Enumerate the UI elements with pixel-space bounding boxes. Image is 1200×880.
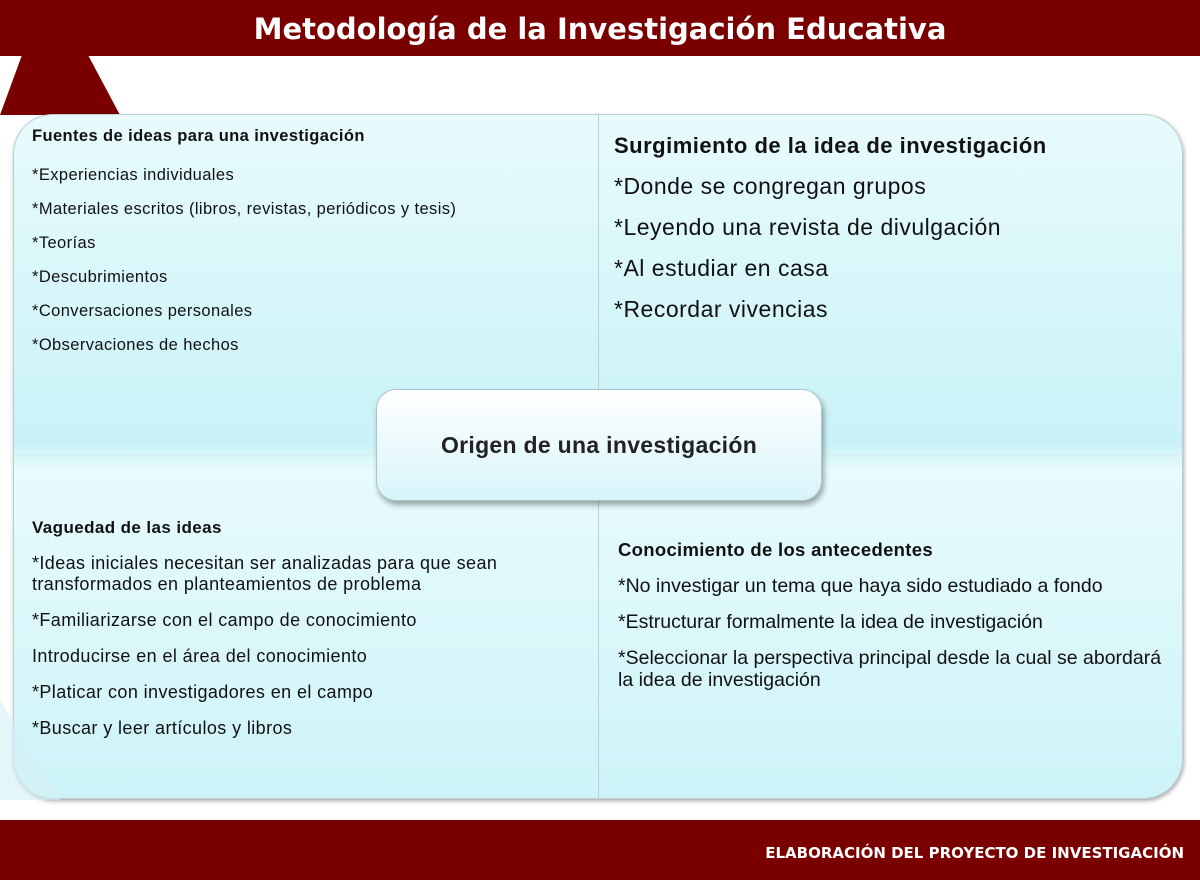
list-item: *Recordar vivencias <box>614 296 829 322</box>
quadrant-top-right <box>614 133 1154 337</box>
list-item: *Buscar y leer artículos y libros <box>32 718 293 738</box>
list-item: *Teorías <box>32 234 96 252</box>
list-item: *Conversaciones personales <box>32 302 253 320</box>
list-item: Introducirse en el área del conocimiento <box>32 646 368 666</box>
quadrant-title: Surgimiento de la idea de investigación <box>614 133 1047 158</box>
quadrant-bottom-right <box>618 539 1168 705</box>
footer-bar <box>0 820 1200 880</box>
quadrant-top-left <box>32 127 562 370</box>
footer-text: ELABORACIÓN DEL PROYECTO DE INVESTIGACIÓN <box>765 844 1184 862</box>
list-item: *Ideas iniciales necesitan ser analizadas para que sean transformados en planteamientos de problema <box>32 553 498 594</box>
list-item: *Experiencias individuales <box>32 166 235 184</box>
list-item: *Platicar con investigadores en el campo <box>32 682 374 702</box>
list-item: *Familiarizarse con el campo de conocimiento <box>32 610 417 630</box>
list-item: *Donde se congregan grupos <box>614 173 927 199</box>
background-decoration <box>0 700 60 800</box>
list-item: *Materiales escritos (libros, revistas, periódicos y tesis) <box>32 200 457 218</box>
quadrant-title: Fuentes de ideas para una investigación <box>32 127 365 145</box>
list-item: *Estructurar formalmente la idea de investigación <box>618 611 1043 633</box>
list-item: *Seleccionar la perspectiva principal desde la cual se abordará la idea de investigación <box>618 647 1162 691</box>
list-item: *Descubrimientos <box>32 268 168 286</box>
center-node: Origen de una investigación <box>376 389 822 501</box>
list-item: *Leyendo una revista de divulgación <box>614 214 1002 240</box>
list-item: *Observaciones de hechos <box>32 336 239 354</box>
list-item: *No investigar un tema que haya sido estudiado a fondo <box>618 575 1103 597</box>
quadrant-bottom-left <box>32 517 562 754</box>
header-tab-decoration <box>0 55 120 115</box>
quadrant-title: Vaguedad de las ideas <box>32 518 222 537</box>
page-title: Metodología de la Investigación Educativa <box>253 12 947 46</box>
list-item: *Al estudiar en casa <box>614 255 829 281</box>
quadrant-title: Conocimiento de los antecedentes <box>618 539 933 560</box>
